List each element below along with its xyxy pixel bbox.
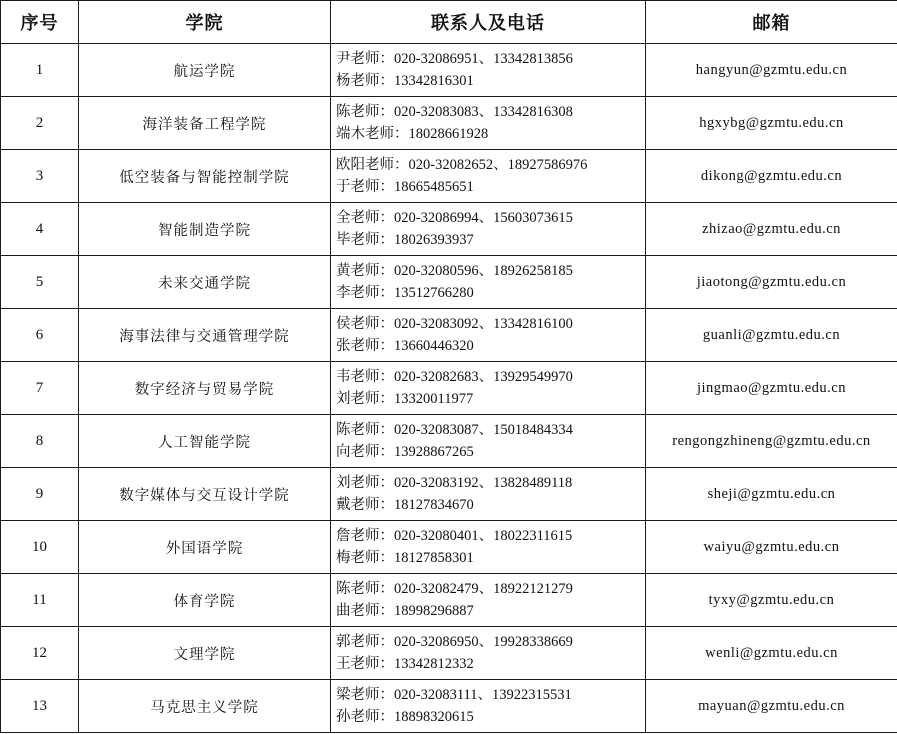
serial-number-cell: 13 bbox=[1, 680, 79, 733]
email-cell: dikong@gzmtu.edu.cn bbox=[646, 150, 897, 203]
header-college: 学院 bbox=[79, 1, 331, 44]
contact-line-1: 韦老师：020-32082683、13929549970 bbox=[336, 369, 573, 385]
serial-number-cell: 9 bbox=[1, 468, 79, 521]
contact-line-2: 张老师：13660446320 bbox=[336, 338, 474, 354]
contact-phone-cell bbox=[331, 44, 646, 97]
contact-phone-cell bbox=[331, 309, 646, 362]
contact-line-2: 曲老师：18998296887 bbox=[336, 603, 474, 619]
serial-number-cell: 7 bbox=[1, 362, 79, 415]
email-cell: tyxy@gzmtu.edu.cn bbox=[646, 574, 897, 627]
serial-number-cell: 1 bbox=[1, 44, 79, 97]
email-cell: waiyu@gzmtu.edu.cn bbox=[646, 521, 897, 574]
college-name-cell: 低空装备与智能控制学院 bbox=[79, 150, 331, 203]
contact-line-2: 梅老师：18127858301 bbox=[336, 550, 474, 566]
email-cell: hgxybg@gzmtu.edu.cn bbox=[646, 97, 897, 150]
table-row bbox=[1, 97, 897, 150]
header-contact-and-phone: 联系人及电话 bbox=[331, 1, 646, 44]
college-name-cell: 马克思主义学院 bbox=[79, 680, 331, 733]
table-row bbox=[1, 44, 897, 97]
contact-line-2: 李老师：13512766280 bbox=[336, 285, 474, 301]
header-row bbox=[1, 1, 897, 44]
serial-number-cell: 10 bbox=[1, 521, 79, 574]
table-body bbox=[1, 44, 897, 733]
table-row bbox=[1, 362, 897, 415]
table-row bbox=[1, 468, 897, 521]
header-serial-number: 序号 bbox=[1, 1, 79, 44]
contact-phone-cell bbox=[331, 203, 646, 256]
contact-phone-cell bbox=[331, 256, 646, 309]
table-row bbox=[1, 627, 897, 680]
table-row bbox=[1, 256, 897, 309]
serial-number-cell: 5 bbox=[1, 256, 79, 309]
serial-number-cell: 3 bbox=[1, 150, 79, 203]
contact-phone-cell bbox=[331, 97, 646, 150]
contact-phone-cell bbox=[331, 362, 646, 415]
table-row bbox=[1, 150, 897, 203]
email-cell: jingmao@gzmtu.edu.cn bbox=[646, 362, 897, 415]
college-name-cell: 未来交通学院 bbox=[79, 256, 331, 309]
contact-line-1: 全老师：020-32086994、15603073615 bbox=[336, 210, 573, 226]
contact-line-2: 向老师：13928867265 bbox=[336, 444, 474, 460]
contact-phone-cell bbox=[331, 150, 646, 203]
serial-number-cell: 2 bbox=[1, 97, 79, 150]
contact-line-1: 梁老师：020-32083111、13922315531 bbox=[336, 687, 572, 703]
contact-line-1: 陈老师：020-32083083、13342816308 bbox=[336, 104, 573, 120]
college-name-cell: 海洋装备工程学院 bbox=[79, 97, 331, 150]
contact-phone-cell bbox=[331, 680, 646, 733]
serial-number-cell: 8 bbox=[1, 415, 79, 468]
contact-phone-cell bbox=[331, 415, 646, 468]
email-cell: zhizao@gzmtu.edu.cn bbox=[646, 203, 897, 256]
serial-number-cell: 6 bbox=[1, 309, 79, 362]
serial-number-cell: 12 bbox=[1, 627, 79, 680]
email-cell: wenli@gzmtu.edu.cn bbox=[646, 627, 897, 680]
college-name-cell: 航运学院 bbox=[79, 44, 331, 97]
contact-line-2: 杨老师：13342816301 bbox=[336, 73, 474, 89]
email-cell: rengongzhineng@gzmtu.edu.cn bbox=[646, 415, 897, 468]
contact-line-1: 尹老师：020-32086951、13342813856 bbox=[336, 51, 573, 67]
serial-number-cell: 4 bbox=[1, 203, 79, 256]
college-name-cell: 数字经济与贸易学院 bbox=[79, 362, 331, 415]
contact-line-2: 戴老师：18127834670 bbox=[336, 497, 474, 513]
contact-line-2: 端木老师：18028661928 bbox=[336, 126, 489, 142]
college-name-cell: 体育学院 bbox=[79, 574, 331, 627]
contact-phone-cell bbox=[331, 521, 646, 574]
contact-line-1: 侯老师：020-32083092、13342816100 bbox=[336, 316, 573, 332]
contact-line-2: 毕老师：18026393937 bbox=[336, 232, 474, 248]
college-name-cell: 文理学院 bbox=[79, 627, 331, 680]
college-name-cell: 外国语学院 bbox=[79, 521, 331, 574]
contact-line-2: 王老师：13342812332 bbox=[336, 656, 474, 672]
table-row bbox=[1, 680, 897, 733]
contact-phone-cell bbox=[331, 627, 646, 680]
email-cell: jiaotong@gzmtu.edu.cn bbox=[646, 256, 897, 309]
table-row bbox=[1, 415, 897, 468]
contact-line-2: 刘老师：13320011977 bbox=[336, 391, 474, 407]
contact-line-1: 欧阳老师：020-32082652、18927586976 bbox=[336, 157, 588, 173]
email-cell: mayuan@gzmtu.edu.cn bbox=[646, 680, 897, 733]
table-row bbox=[1, 203, 897, 256]
contact-phone-cell bbox=[331, 468, 646, 521]
header-email: 邮箱 bbox=[646, 1, 897, 44]
contact-line-1: 郭老师：020-32086950、19928338669 bbox=[336, 634, 573, 650]
contact-line-1: 詹老师：020-32080401、18022311615 bbox=[336, 528, 573, 544]
table-row bbox=[1, 574, 897, 627]
email-cell: guanli@gzmtu.edu.cn bbox=[646, 309, 897, 362]
college-name-cell: 数字媒体与交互设计学院 bbox=[79, 468, 331, 521]
contact-line-1: 陈老师：020-32082479、18922121279 bbox=[336, 581, 573, 597]
contact-line-1: 黄老师：020-32080596、18926258185 bbox=[336, 263, 573, 279]
email-cell: sheji@gzmtu.edu.cn bbox=[646, 468, 897, 521]
college-name-cell: 海事法律与交通管理学院 bbox=[79, 309, 331, 362]
serial-number-cell: 11 bbox=[1, 574, 79, 627]
college-name-cell: 人工智能学院 bbox=[79, 415, 331, 468]
contact-phone-cell bbox=[331, 574, 646, 627]
table-row bbox=[1, 309, 897, 362]
contact-line-2: 于老师：18665485651 bbox=[336, 179, 474, 195]
college-name-cell: 智能制造学院 bbox=[79, 203, 331, 256]
contact-line-1: 陈老师：020-32083087、15018484334 bbox=[336, 422, 573, 438]
contact-line-2: 孙老师：18898320615 bbox=[336, 709, 474, 725]
contact-line-1: 刘老师：020-32083192、13828489118 bbox=[336, 475, 573, 491]
email-cell: hangyun@gzmtu.edu.cn bbox=[646, 44, 897, 97]
table-row bbox=[1, 521, 897, 574]
